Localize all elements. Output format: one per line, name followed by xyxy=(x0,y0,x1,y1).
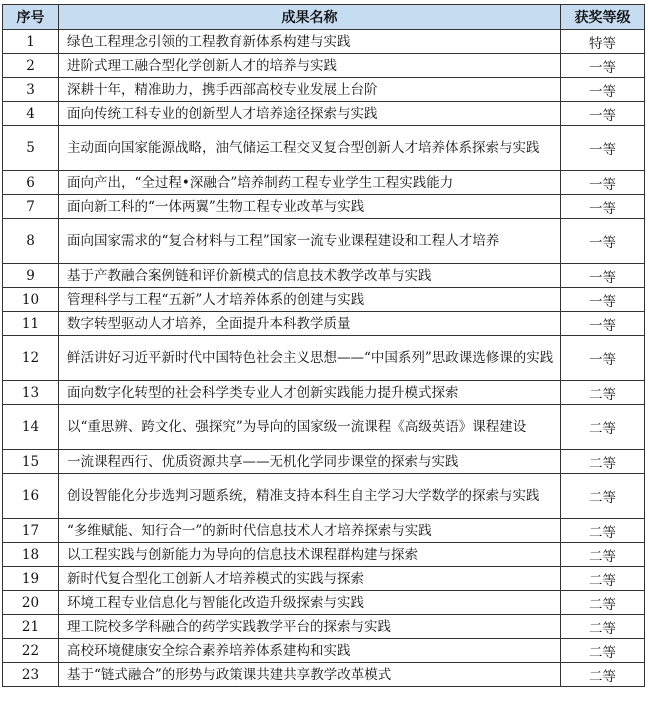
award-level: 一等 xyxy=(561,102,645,126)
achievement-name: 理工院校多学科融合的药学实践教学平台的探索与实践 xyxy=(59,615,561,639)
header-number: 序号 xyxy=(3,5,59,30)
achievement-name: 进阶式理工融合型化学创新人才的培养与实践 xyxy=(59,54,561,78)
achievement-name: 基于产教融合案例链和评价新模式的信息技术教学改革与实践 xyxy=(59,264,561,288)
achievement-name: 环境工程专业信息化与智能化改造升级探索与实践 xyxy=(59,591,561,615)
award-level: 二等 xyxy=(561,450,645,474)
award-level: 一等 xyxy=(561,336,645,381)
award-level: 二等 xyxy=(561,663,645,687)
award-level: 一等 xyxy=(561,54,645,78)
row-number: 15 xyxy=(3,450,59,474)
table-row xyxy=(3,615,645,639)
table-row xyxy=(3,543,645,567)
achievement-name: 绿色工程理念引领的工程教育新体系构建与实践 xyxy=(59,30,561,54)
achievement-name: “多维赋能、知行合一”的新时代信息技术人才培养探索与实践 xyxy=(59,519,561,543)
table-row xyxy=(3,219,645,264)
achievement-name: 面向产出，“全过程•深融合”培养制药工程专业学生工程实践能力 xyxy=(59,171,561,195)
row-number: 14 xyxy=(3,405,59,450)
row-number: 22 xyxy=(3,639,59,663)
award-level: 一等 xyxy=(561,219,645,264)
row-number: 4 xyxy=(3,102,59,126)
achievement-name: 鲜活讲好习近平新时代中国特色社会主义思想——“中国系列”思政课选修课的实践 xyxy=(59,336,561,381)
table-row xyxy=(3,519,645,543)
award-level: 一等 xyxy=(561,195,645,219)
table-row xyxy=(3,288,645,312)
table-row xyxy=(3,195,645,219)
table-row xyxy=(3,405,645,450)
row-number: 21 xyxy=(3,615,59,639)
table-row xyxy=(3,381,645,405)
table-row xyxy=(3,591,645,615)
table-row xyxy=(3,54,645,78)
award-level: 二等 xyxy=(561,519,645,543)
achievement-name: 面向传统工科专业的创新型人才培养途径探索与实践 xyxy=(59,102,561,126)
table-row xyxy=(3,102,645,126)
award-level: 一等 xyxy=(561,264,645,288)
table-row xyxy=(3,171,645,195)
award-level: 二等 xyxy=(561,567,645,591)
row-number: 13 xyxy=(3,381,59,405)
achievement-name: 基于“链式融合”的形势与政策课共建共享教学改革模式 xyxy=(59,663,561,687)
row-number: 12 xyxy=(3,336,59,381)
award-level: 一等 xyxy=(561,171,645,195)
achievement-name: 管理科学与工程“五新”人才培养体系的创建与实践 xyxy=(59,288,561,312)
table-row xyxy=(3,663,645,687)
award-level: 二等 xyxy=(561,639,645,663)
row-number: 6 xyxy=(3,171,59,195)
award-level: 二等 xyxy=(561,405,645,450)
award-level: 一等 xyxy=(561,126,645,171)
table-row xyxy=(3,312,645,336)
awards-table xyxy=(2,4,645,687)
award-level: 一等 xyxy=(561,312,645,336)
achievement-name: 以“重思辨、跨文化、强探究”为导向的国家级一流课程《高级英语》课程建设 xyxy=(59,405,561,450)
award-level: 二等 xyxy=(561,381,645,405)
achievement-name: 以工程实践与创新能力为导向的信息技术课程群构建与探索 xyxy=(59,543,561,567)
table-row xyxy=(3,264,645,288)
achievement-name: 新时代复合型化工创新人才培养模式的实践与探索 xyxy=(59,567,561,591)
award-level: 一等 xyxy=(561,288,645,312)
header-achievement-name: 成果名称 xyxy=(59,5,561,30)
row-number: 18 xyxy=(3,543,59,567)
row-number: 5 xyxy=(3,126,59,171)
achievement-name: 高校环境健康安全综合素养培养体系建构和实践 xyxy=(59,639,561,663)
award-level: 二等 xyxy=(561,615,645,639)
award-level: 特等 xyxy=(561,30,645,54)
achievement-name: 面向新工科的“一体两翼”生物工程专业改革与实践 xyxy=(59,195,561,219)
table-row xyxy=(3,30,645,54)
table-row xyxy=(3,639,645,663)
achievement-name: 面向国家需求的“复合材料与工程”国家一流专业课程建设和工程人才培养 xyxy=(59,219,561,264)
row-number: 11 xyxy=(3,312,59,336)
row-number: 7 xyxy=(3,195,59,219)
row-number: 3 xyxy=(3,78,59,102)
row-number: 20 xyxy=(3,591,59,615)
row-number: 23 xyxy=(3,663,59,687)
table-row xyxy=(3,126,645,171)
achievement-name: 深耕十年，精准助力，携手西部高校专业发展上台阶 xyxy=(59,78,561,102)
table-row xyxy=(3,474,645,519)
table-row xyxy=(3,567,645,591)
award-level: 二等 xyxy=(561,474,645,519)
table-row xyxy=(3,78,645,102)
achievement-name: 面向数字化转型的社会科学类专业人才创新实践能力提升模式探索 xyxy=(59,381,561,405)
row-number: 10 xyxy=(3,288,59,312)
row-number: 1 xyxy=(3,30,59,54)
row-number: 2 xyxy=(3,54,59,78)
row-number: 9 xyxy=(3,264,59,288)
header-award-level: 获奖等级 xyxy=(561,5,645,30)
table-header-row xyxy=(3,5,645,30)
row-number: 17 xyxy=(3,519,59,543)
award-level: 一等 xyxy=(561,78,645,102)
row-number: 8 xyxy=(3,219,59,264)
achievement-name: 数字转型驱动人才培养，全面提升本科教学质量 xyxy=(59,312,561,336)
award-level: 二等 xyxy=(561,543,645,567)
achievement-name: 主动面向国家能源战略，油气储运工程交叉复合型创新人才培养体系探索与实践 xyxy=(59,126,561,171)
row-number: 19 xyxy=(3,567,59,591)
award-level: 二等 xyxy=(561,591,645,615)
row-number: 16 xyxy=(3,474,59,519)
table-row xyxy=(3,450,645,474)
achievement-name: 一流课程西行、优质资源共享——无机化学同步课堂的探索与实践 xyxy=(59,450,561,474)
achievement-name: 创设智能化分步选判习题系统，精准支持本科生自主学习大学数学的探索与实践 xyxy=(59,474,561,519)
table-row xyxy=(3,336,645,381)
